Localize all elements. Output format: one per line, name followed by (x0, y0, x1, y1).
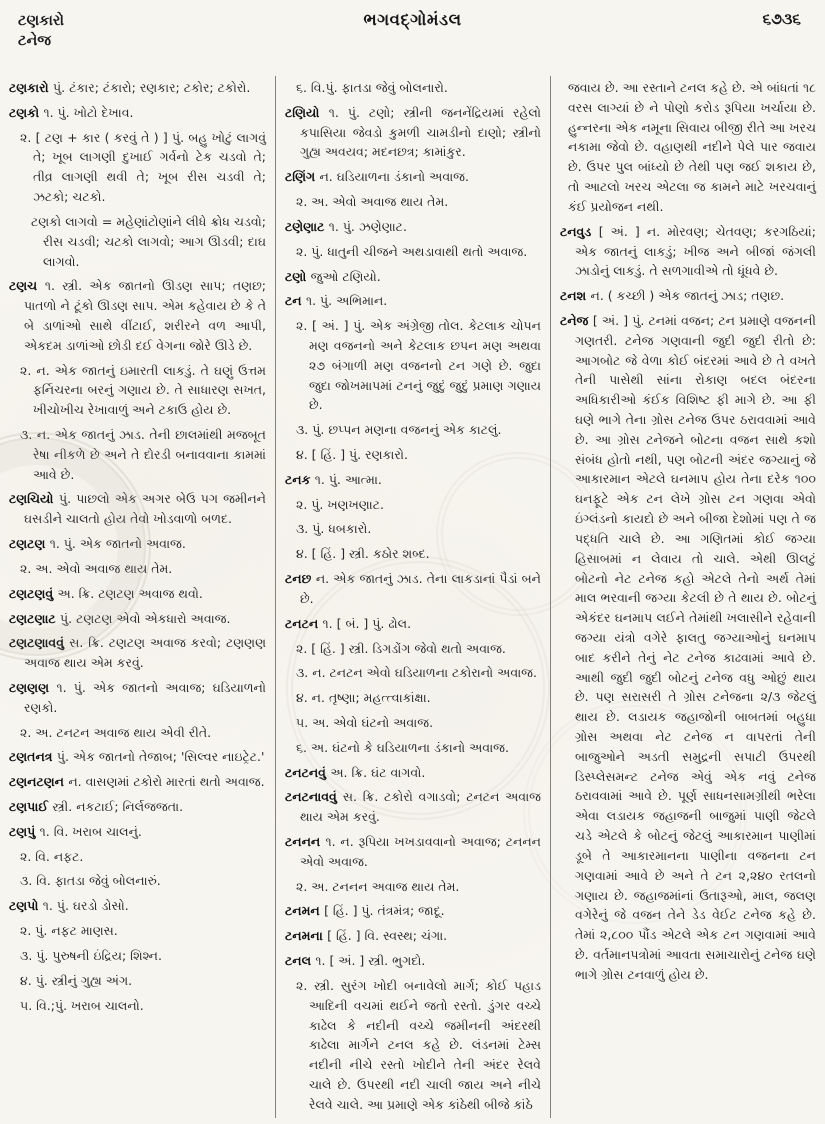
headword: ટણકો (9, 104, 44, 120)
dictionary-entry: ટનવુડ [ અં. ] ન. મોરવણ; ચેતવણ; કરગઠિયાં; એક જાતનું લાકડું; ખીજ અને બીજાં જંગલી ઝાડોનું લાકડું. તે સળગાવીએ તો ધૂંધવે છે. (559, 223, 816, 279)
entry-continuation: ૨. અ. એવો અવાજ થાય તેમ. (295, 194, 449, 210)
entry-continuation: ૨. [ હિં. ] સ્ત્રી. ડિગડોંગ જેવો થતો અવાજ. (295, 640, 506, 656)
dictionary-entry: ટનટનવું અ. ક્રિ. ઘંટ વાગવો. (284, 764, 426, 780)
dictionary-entry: ટણિંગ ન. ઘડિયાળના ડંકાનો અવાજ. (284, 169, 469, 185)
headword: ટનનન (284, 834, 326, 849)
headword: ટણો (284, 268, 311, 284)
text-columns (0, 76, 825, 1118)
headword: ટણિયો (284, 104, 329, 120)
headword: ટણટણ (9, 536, 50, 552)
entry-continuation: ૨. [ ટણ + કાર ( કરવું તે ) ] પું. બહુ ખોટું લાગવું તે; ખૂબ લાગણી દુખાઈ ગર્વનો ટેક ચડવો તે; તીવ્ર લાગણી થવી તે; ખૂબ રીસ ચડવી તે; ઝટકો; ચટકો. (20, 129, 266, 205)
dictionary-entry: ટનટન ૧. [ બં. ] પું. ઢોલ. (284, 615, 412, 631)
dictionary-entry: ટન ૧. પું. અભિમાન. (284, 293, 388, 309)
dictionary-entry: ટનશ ન. ( કચ્છી ) એક જાતનું ઝાડ; તણછ. (559, 288, 785, 304)
headword: ટનટન (284, 615, 323, 631)
dictionary-entry: ટણતનત્ર પું. એક જાતનો તેજાબ; 'સિલ્વર નાઇટ્રેટ.' (9, 749, 265, 765)
entry-continuation: ૩. પું. ધબકારો. (295, 521, 372, 537)
entry-continuation: ૨. અ. એવો અવાજ થાય તેમ. (20, 560, 173, 576)
column-3 (550, 76, 825, 1118)
headword: ટનશ (559, 288, 591, 304)
dictionary-entry: ટણટણાવવું સ. ક્રિ. ટણટણ અવાજ કરવો; ટણણણ અવાજ થાય એમ કરવું. (9, 635, 266, 671)
entry-continuation: ૩. ન. ટનટન એવો ઘડિયાળના ટકોરાનો અવાજ. (295, 665, 537, 681)
entry-continuation: ૫. વિ.;પું. ખરાબ ચાલનો. (20, 997, 144, 1013)
entry-continuation: ૬. વિ.પું. ફાતડા જેવું બોલનારો. (295, 80, 448, 95)
headword: ટનટનાવવું (284, 789, 343, 805)
dictionary-entry: ટણનટણન ન. વાસણમાં ટકોરો મારતાં થતો અવાજ. (9, 774, 265, 790)
entry-continuation: ૨. ન. એક જાતનું ઇમારતી લાકડું. તે ઘણું ઉત્તમ ફર્નિચરના બરનું ગણાય છે. તે સાધારણ સખત, ખીચોખીચ રેખાવાળું અને ટકાઉ હોય છે. (20, 362, 266, 418)
column-1 (0, 76, 275, 1118)
page-header (0, 0, 825, 74)
entry-continuation: ૪. પું. સ્ત્રીનું ગુહ્ય અંગ. (20, 972, 133, 988)
entry-continuation: ૨. [ અં. ] પું. એક અંગ્રેજી તોલ. કેટલાક ચોપન મણ વજનનો અને કેટલાક છપન મણ અથવા ૨૭ બંગાળી મણ વજનનો ટન ગણે છે. જુદા જુદા જોખમાપમાં ટનનું જુદું જુદું પ્રમાણ ગણાય છે. (295, 318, 541, 413)
column-2 (275, 76, 550, 1118)
entry-continuation: ૩. વિ. ફાતડા જેવું બોલનારું. (20, 873, 161, 889)
dictionary-entry: ટનછ ન. એક જાતનું ઝાડ. તેના લાકડાનાં પૈડાં બને છે. (284, 571, 541, 606)
entry-continuation: ૨. સ્ત્રી. સુરંગ ખોદી બનાવેલો માર્ગ; કોઈ પહાડ આદિની વચમાં થઈને જતો રસ્તો. ડુંગર વચ્ચે કાઢેલ કે નદીની વચ્ચે જમીનની અંદરથી કાઢેલા માર્ગને ટનલ કહે છે. લંડનમાં ટેમ્સ નદીની નીચે રસ્તો ખોદીને તેની અંદર રેલવે ચાલે છે. ઉપરથી નદી ચાલી જાય અને નીચે રેલવે ચાલે. આ પ્રમાણે એક કાંઠેથી બીજે કાંઠે (295, 977, 541, 1112)
dictionary-entry: ટણેણાટ ૧. પું. ઝણેણાટ. (284, 218, 407, 234)
headword: ટનટનવું (284, 764, 331, 780)
entry-continuation: ૨. અ. ટનનન અવાજ થાય તેમ. (295, 878, 460, 894)
dictionary-entry: ટણપો ૧. પું. ઘરડો ડોસો. (9, 898, 129, 914)
idiom-line: ટણકો લાગવો = મહેણાંટોણાંને લીધે ક્રોધ ચડવો; રીસ ચડવી; ચટકો લાગવો; આગ ઊડવી; દાઘ લાગવો. (31, 213, 266, 269)
dictionary-entry: ટણકારો પું. ટંકાર; ટંકારો; રણકાર; ટકોર; ટકોરો. (9, 80, 251, 95)
headword: ટણચિયો (9, 491, 59, 507)
headword: ટણચ (9, 278, 45, 294)
page-number: ૬૭૩૬ (762, 10, 801, 28)
entry-continuation: જવાય છે. આ રસ્તાને ટનલ કહે છે. એ બાંધતાં ૧૮ વરસ લાગ્યાં છે ને પોણો કરોડ રૂપિયા ખર્ચાયા છે. હુન્નરના એક નમૂના સિવાય બીજી રીતે આ ખરચ નકામા જેવો છે. વહાણથી નદીને પેલે પાર જવાય છે. ઉપર પુલ બાંધ્યો છે તેથી પણ જઈ શકાય છે, તો આટલો ખરચ એટલા જ કામને માટે ખરચવાનું કંઈ પ્રયોજન નથી. (567, 80, 816, 214)
dictionary-entry: ટણો જુઓ ટણિયો. (284, 268, 381, 284)
headword: ટનમના (284, 928, 328, 944)
dictionary-entry: ટનલ ૧. [ અં. ] સ્ત્રી. ભુગદો. (284, 953, 426, 969)
headword: ટણપાઈ (9, 799, 53, 814)
entry-continuation: ૨. પું. ખણખણાટ. (295, 496, 384, 512)
dictionary-entry: ટનમના [ હિં. ] વિ. સ્વસ્થ; ચંગા. (284, 928, 448, 944)
headword: ટણણણ (9, 679, 57, 695)
headword: ટણપું (9, 823, 40, 839)
headword: ટનલ (284, 953, 316, 969)
headword: ટણિંગ (284, 169, 320, 185)
dictionary-entry: ટણટણ ૧. પું. એક જાતનો અવાજ. (9, 536, 186, 552)
entry-continuation: ૪. [ હિં. ] સ્ત્રી. કઠોર શબ્દ. (295, 546, 430, 562)
dictionary-entry: ટણકો ૧. પું. ખોટો દેખાવ. (9, 104, 134, 120)
dictionary-entry: ટણટણાટ પું. ટણટણ એવો એકધારો અવાજ. (9, 610, 231, 626)
headword: ટનવુડ (559, 223, 599, 239)
dictionary-entry: ટણિયો ૧. પું. ટણો; સ્ત્રીની જનનેંદ્રિયમાં રહેલો કપાસિયા જેવડો કુમળી ચામડીનો દાણો; સ્ત્રીનો ગુહ્ય અવયવ; મદનછત્ર; કામાંકુર. (284, 104, 541, 160)
entry-continuation: ૨. વિ. નફટ. (20, 848, 84, 864)
headword: ટણટણાવવું (9, 635, 70, 651)
entry-continuation: ૪. ન. તૃષ્ણા; મહત્ત્વાકાંક્ષા. (295, 690, 431, 706)
entry-continuation: ૨. પું. નફટ માણસ. (20, 923, 118, 939)
dictionary-entry: ટનનન ૧. ન. રૂપિયા ખખડાવવાનો અવાજ; ટનનન એવો અવાજ. (284, 834, 541, 869)
headword: ટણટણાટ (9, 610, 61, 626)
headword: ટણકારો (9, 80, 54, 95)
dictionary-entry: ટનક ૧. પું. આત્મા. (284, 471, 382, 487)
dictionary-entry: ટણપાઈ સ્ત્રી. નકટાઈ; નિર્લજજતા. (9, 799, 184, 814)
dictionary-entry: ટણચિયો પું. પાછલો એક અગર બેઉ પગ જમીનને ઘસડીને ચાલતો હોય તેવો ખોડવાળો બળદ. (9, 491, 266, 527)
headword: ટણતનત્ર (9, 749, 57, 765)
dictionary-entry: ટનમન [ હિં. ] પું. તંત્રમંત્ર; જાદૂ. (284, 903, 445, 919)
entry-continuation: ૩. પું. પુરુષની ઇંદ્રિય; શિશ્ન. (20, 947, 162, 963)
headword: ટણપો (9, 898, 43, 914)
dictionary-entry: ટણચ ૧. સ્ત્રી. એક જાતનો ઊડણ સાપ; તણછ; પાતળો ને ટૂંકો ઊડણ સાપ. એમ કહેવાય છે કે તે બે ડાળાંઓ સાથે વીંટાઈ, શરીરને વળ આપી, એકદમ ડાળાંઓ છોડી દઈ વેગના જોરે ઊડે છે. (9, 278, 266, 353)
headword: ટણેણાટ (284, 218, 329, 234)
dictionary-entry: ટનેજ [ અં. ] પું. ટનમાં વજન; ટન પ્રમાણે વજનની ગણતરી. ટનેજ ગણવાની જુદી જુદી રીતો છે: આગબોટ જે વેળા કોઈ બંદરમાં આવે છે તે વખતે તેની પાસેથી સાંના રોકાણ બદલ બંદરના અધિકારીઓ કંઈક વિશિષ્ટ ફી માગે છે. આ ફી ઘણે ભાગે તેના ગ્રોસ ટનેજ ઉપર ઠરાવવામાં આવે છે. આ ગ્રોસ ટનેજને બોટના વજન સાથે કશો સંબંધ હોતો નથી, પણ બોટની અંદર જગ્યાનું જે આકારમાન એટલે ઘનમાપ હોય તેના દરેક ૧૦૦ ઘનફૂટે એક ટન લેખે ગ્રોસ ટન ગણવા એવો ઇંગ્લંડનો કાયદો છે અને બીજા દેશોમાં પણ તે જ પદ્ધતિ ચાલે છે. આ ગણિતમાં કોઈ જગ્યા હિસાબમાં ન લેવાય તો ચાલે. એથી ઊલટું બોટનો નેટ ટનેજ કહો એટલે તેનો અર્થ તેમાં માલ ભરવાની જગ્યા કેટલી છે તે થાય છે. બોટનું એકંદર ઘનમાપ લઈને તેમાંથી ખલાસીને રહેવાની જગ્યા યંત્રો વગેરે ફાલતુ જગ્યાઓનું ઘનમાપ બાદ કરીને તેનું નેટ ટનેજ કાઢવામાં આવે છે. આથી જુદી જુદી બોટનું ટનેજ વધુ ઓછું થાય છે. પણ સરાસરી તે ગ્રોસ ટનેજના ૨/૩ જેટલું થાય છે. લડાયક જહાજોની બાબતમાં બહુધા ગ્રોસ અથવા નેટ ટનેજ ન વાપરતાં તેની બાજુઓને અડતી સમુદ્રની સપાટી ઉપરથી ડિસ્પ્લેસમન્ટ ટનેજ એવું એક નવું ટનેજ ઠરાવવામાં આવે છે. પૂર્ણ સાધનસામગ્રીથી ભરેલા એવા લડાયક જહાજની બાજુમાં પાણી જેટલે ચડે એટલે કે બોટનું જેટલું આકારમાન પાણીમાં ડૂબે તે આકારમાનના પાણીના વજનના ટન ગણવામાં આવે છે અને તે ટન ૨,૨૪૦ રતલનો ગણાય છે. જહાજમાંનાં ઉતારૂઓ, માલ, જલણ વગેરેનું જે વજન તેને ડેડ વેઈટ ટનેજ કહે છે. તેમાં ૨,૮૦૦ પૌંડ એટલે એક ટન ગણવામાં આવે છે. વર્તમાનપત્રોમાં આવતા સમાચારોનું ટનેજ ઘણે ભાગે ગ્રોસ ટનવાળું હોય છે. (559, 312, 816, 982)
entry-continuation: ૨. અ. ટનટન અવાજ થાય એવી રીતે. (20, 724, 212, 740)
headword: ટનછ (284, 571, 316, 587)
entry-continuation: ૩. ન. એક જાતનું ઝાડ. તેની છાલમાંથી મજબૂત રેષા નીકળે છે અને તે દોરડી બનાવવાના કામમાં આવે છે. (20, 427, 266, 482)
headword: ટણનટણન (9, 774, 69, 790)
guide-word-last: ટનેજ (18, 32, 51, 49)
entry-continuation: ૨. પું. ધાતુની ચીજને અથડાવાથી થતો અવાજ. (295, 243, 528, 259)
entry-continuation: ૪. [ હિં. ] પું. રણકારો. (295, 447, 408, 462)
headword: ટનેજ (559, 312, 593, 328)
headword: ટન (284, 293, 306, 309)
book-title: ભગવદ્ગોમંડલ (363, 10, 462, 29)
entry-continuation: ૩. પું. છપ્પન મણના વજનનું એક કાટલું. (295, 422, 502, 438)
headword: ટનમન (284, 903, 325, 919)
entry-continuation: ૬. અ. ઘંટનો કે ઘડિયાળના ડંકાનો અવાજ. (295, 739, 509, 755)
dictionary-entry: ટણણણ ૧. પું. એક જાતનો અવાજ; ઘડિયાળનો રણકો. (9, 679, 266, 715)
headword: ટનક (284, 471, 315, 487)
dictionary-entry: ટનટનાવવું સ. ક્રિ. ટકોરો વગાડવો; ટનટન અવાજ થાય એમ કરવું. (284, 789, 541, 825)
guide-word-first: ટણકારો (18, 13, 64, 29)
headword: ટણટણવું (9, 585, 58, 601)
entry-continuation: ૫. અ. એવો ઘંટનો અવાજ. (295, 714, 434, 730)
dictionary-entry: ટણટણવું અ. ક્રિ. ટણટણ અવાજ થવો. (9, 585, 203, 601)
dictionary-entry: ટણપું ૧. વિ. ખરાબ ચાલનું. (9, 823, 142, 839)
